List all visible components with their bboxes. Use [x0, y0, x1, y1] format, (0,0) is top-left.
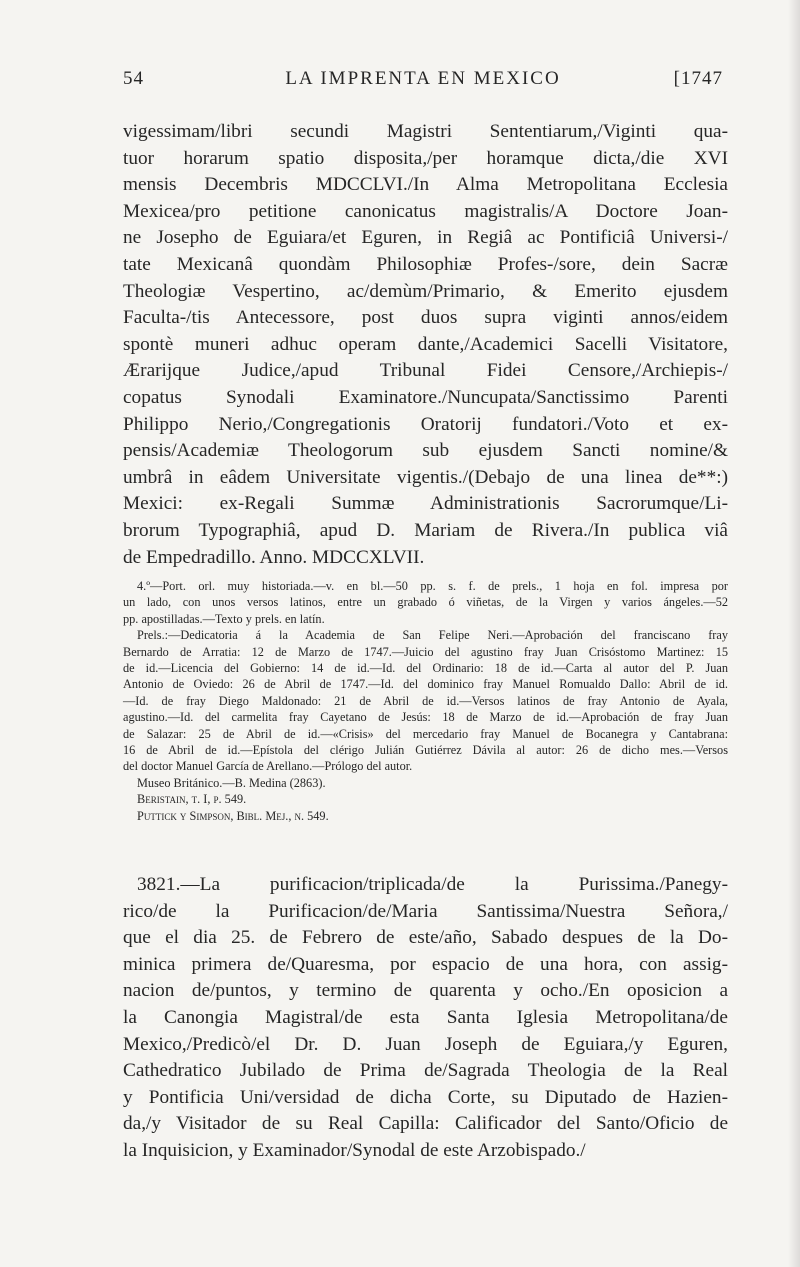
entry-continuation-title	[123, 119, 728, 571]
note-line: de id.—Licencia del Gobierno: 14 de id.—Id. del Ordinario: 18 de id.—Carta al autor del P. Juan	[123, 661, 728, 676]
note-line: de Salazar: 25 de Abril de id.—«Crisis» del mercedario fray Manuel de Bocanegra y Cantabrana:	[123, 726, 728, 741]
note-line: un lado, con unos versos latinos, entre un grabado ó viñetas, de la Virgen y varios ángeles.—52	[123, 595, 728, 610]
text-line: Cathedratico Jubilado de Prima de/Sagrada Theologia de la Real	[123, 1060, 728, 1082]
page-edge-shadow	[788, 0, 800, 1267]
running-title: LA IMPRENTA EN MEXICO	[285, 68, 561, 89]
text-line: Theologiæ Vespertino, ac/demùm/Primario, & Emerito ejusdem	[123, 280, 728, 302]
text-line: Mexico,/Predicò/el Dr. D. Juan Joseph de Eguiara,/y Eguren,	[123, 1033, 728, 1055]
text-line: minica primera de/Quaresma, por espacio de una hora, con assig-	[123, 953, 728, 975]
text-line: la Inquisicion, y Examinador/Synodal de este Arzobispado./	[123, 1139, 586, 1161]
text-line: umbrâ in eâdem Universitate vigentis./(Debajo de una linea de**:)	[123, 466, 728, 488]
text-line: tate Mexicanâ quondàm Philosophiæ Profes-/sore, dein Sacræ	[123, 253, 728, 275]
text-line: Philippo Nerio,/Congregationis Oratorij fundatori./Voto et ex-	[123, 413, 728, 435]
page-number: 54	[123, 68, 144, 89]
note-line: 4.º—Port. orl. muy historiada.—v. en bl.—50 pp. s. f. de prels., 1 hoja en fol. impresa por	[137, 579, 728, 593]
text-line: de Empedradillo. Anno. MDCCXLVII.	[123, 546, 425, 568]
text-line: ne Josepho de Eguiara/et Eguren, in Regiâ ac Pontificiâ Universi-/	[123, 227, 728, 249]
note-line: Antonio de Oviedo: 26 de Abril de 1747.—Id. del dominico fray Manuel Romualdo Dallo: Abril de id.	[123, 677, 728, 692]
text-line: rico/de la Purificacion/de/Maria Santissima/Nuestra Señora,/	[123, 900, 728, 922]
text-line: mensis Decembris MDCCLVI./In Alma Metropolitana Ecclesia	[123, 174, 728, 196]
reference-line: Museo Británico.—B. Medina (2863).	[137, 775, 326, 790]
header-year: [1747	[673, 68, 723, 89]
text-line: brorum Typographiâ, apud D. Mariam de Rivera./In publica viâ	[123, 519, 728, 541]
note-line: 16 de Abril de id.—Epístola del clérigo Julián Gutiérrez Dávila al autor: 26 de dicho mes.—Versos	[123, 743, 728, 758]
text-line: tuor horarum spatio disposita,/per horamque dicta,/die XVI	[123, 147, 728, 169]
text-line: Faculta-/tis Antecessore, post duos supra viginti annos/eidem	[123, 307, 728, 329]
text-line: y Pontificia Uni/versidad de dicha Corte, su Diputado de Hazien-	[123, 1086, 728, 1108]
note-line: agustino.—Id. del carmelita fray Cayetano de Jesús: 18 de Marzo de id.—Aprobación de fray Juan	[123, 710, 728, 725]
note-line: Bernardo de Arratia: 12 de Marzo de 1747.—Juicio del agustino fray Juan Crisóstomo Martinez: 15	[123, 644, 728, 659]
note-line: —Id. de fray Diego Maldonado: 21 de Abril de id.—Versos latinos de fray Antonio de Ayala,	[123, 693, 728, 708]
text-line: pensis/Academiæ Theologorum sub ejusdem Sancti nomine/&	[123, 440, 728, 462]
note-line: pp. apostilladas.—Texto y prels. en latín.	[123, 611, 325, 626]
text-line: spontè muneri adhuc operam dante,/Academici Sacelli Visitatore,	[123, 333, 728, 355]
running-header	[123, 68, 723, 96]
entry-3821	[123, 872, 728, 1165]
reference-line: Beristain, t. I, p. 549.	[137, 792, 247, 807]
text-line: copatus Synodali Examinatore./Nuncupata/Sanctissimo Parenti	[123, 386, 728, 408]
text-line: 3821.—La purificacion/triplicada/de la Purissima./Panegy-	[137, 874, 728, 895]
reference-line: Puttick y Simpson, Bibl. Mej., n. 549.	[137, 808, 329, 823]
text-line: nacion de/puntos, y termino de quarenta y ocho./En oposicion a	[123, 980, 728, 1002]
text-line: Ærarijque Judice,/apud Tribunal Fidei Censore,/Archiepis-/	[123, 360, 728, 382]
text-line: la Canongia Magistral/de esta Santa Iglesia Metropolitana/de	[123, 1006, 728, 1028]
text-line: Mexici: ex-Regali Summæ Administrationis Sacrorumque/Li-	[123, 493, 728, 515]
text-line: Mexicea/pro petitione canonicatus magistralis/A Doctore Joan-	[123, 200, 728, 222]
text-line: da,/y Visitador de su Real Capilla: Calificador del Santo/Oficio de	[123, 1113, 728, 1135]
text-line: vigessimam/libri secundi Magistri Sententiarum,/Viginti qua-	[123, 121, 728, 142]
note-line: Prels.:—Dedicatoria á la Academia de San Felipe Neri.—Aprobación del franciscano fray	[137, 628, 728, 643]
bibliographic-notes	[123, 578, 728, 824]
note-line: del doctor Manuel García de Arellano.—Prólogo del autor.	[123, 759, 413, 774]
text-line: que el dia 25. de Febrero de este/año, Sabado despues de la Do-	[123, 927, 728, 949]
